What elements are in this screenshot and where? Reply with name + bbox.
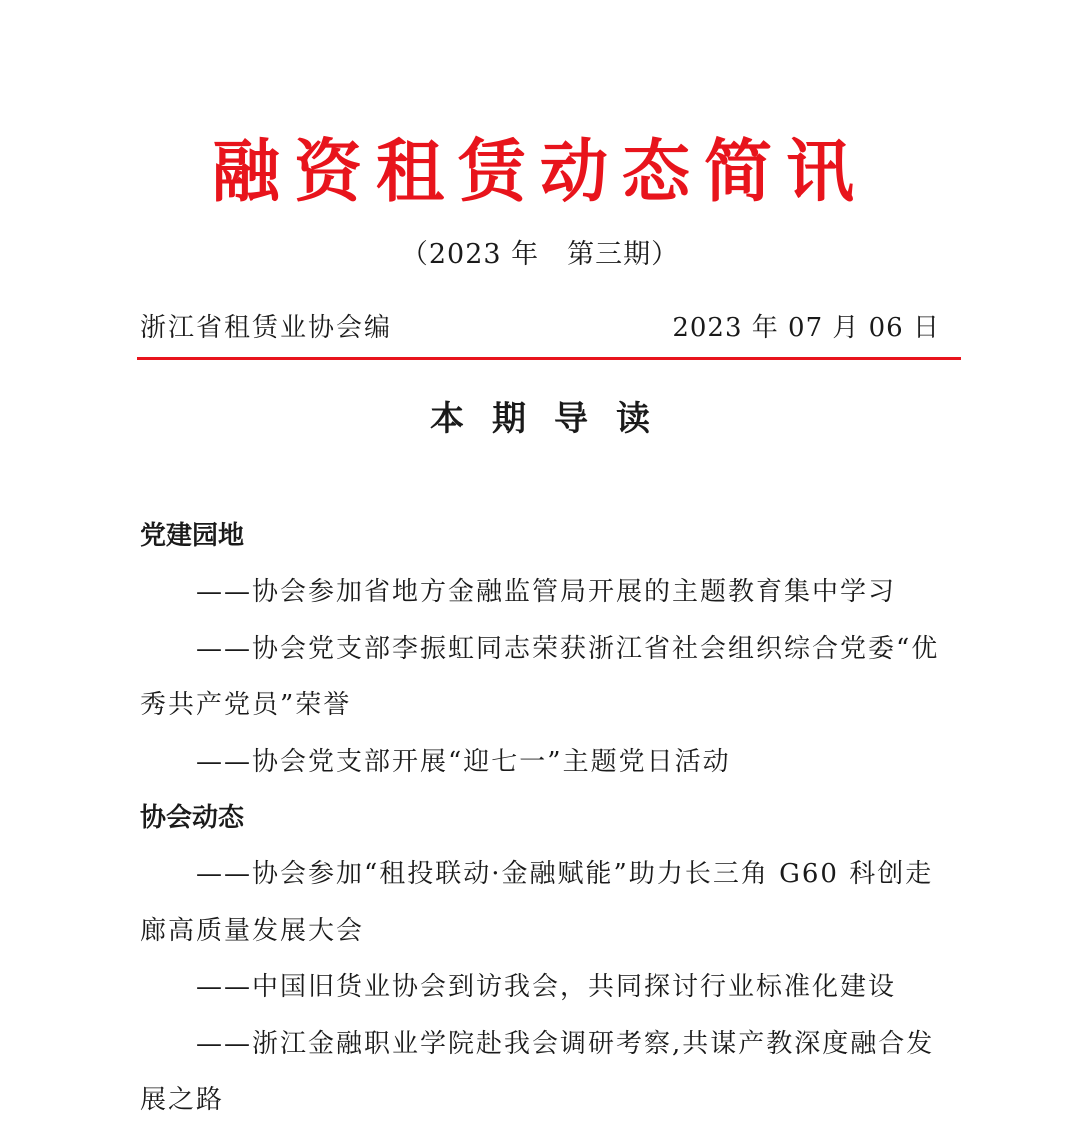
meta-row <box>140 308 940 348</box>
issue-number: （2023 年 第三期） <box>400 239 680 270</box>
section-association-news <box>140 790 950 1129</box>
newsletter-title: 融资租赁动态简讯 <box>211 133 868 212</box>
toc-item: ——中国旧货业协会到访我会，共同探讨行业标准化建设 <box>196 972 897 1002</box>
toc-item: ——协会党支部开展“迎七一”主题党日活动 <box>196 746 731 777</box>
section-party-building <box>140 508 950 790</box>
toc-item: ——协会参加省地方金融监管局开展的主题教育集中学习 <box>196 577 897 607</box>
editor-label: 浙江省租赁业协会编 <box>140 313 393 343</box>
toc-content <box>140 508 950 1129</box>
toc-item: ——协会参加“租投联动·金融赋能”助力长三角 G60 科创走廊高质量发展大会 <box>140 859 934 946</box>
toc-item: ——浙江金融职业学院赴我会调研考察,共谋产教深度融合发展之路 <box>140 1028 935 1115</box>
toc-item: ——协会党支部李振虹同志荣获浙江省社会组织综合党委“优秀共产党员”荣誉 <box>140 633 940 720</box>
toc-heading: 本期导读 <box>430 399 678 439</box>
publish-date: 2023 年 07 月 06 日 <box>672 313 940 343</box>
section-title: 协会动态 <box>140 803 245 833</box>
red-divider <box>137 357 961 360</box>
section-title: 党建园地 <box>140 521 245 551</box>
